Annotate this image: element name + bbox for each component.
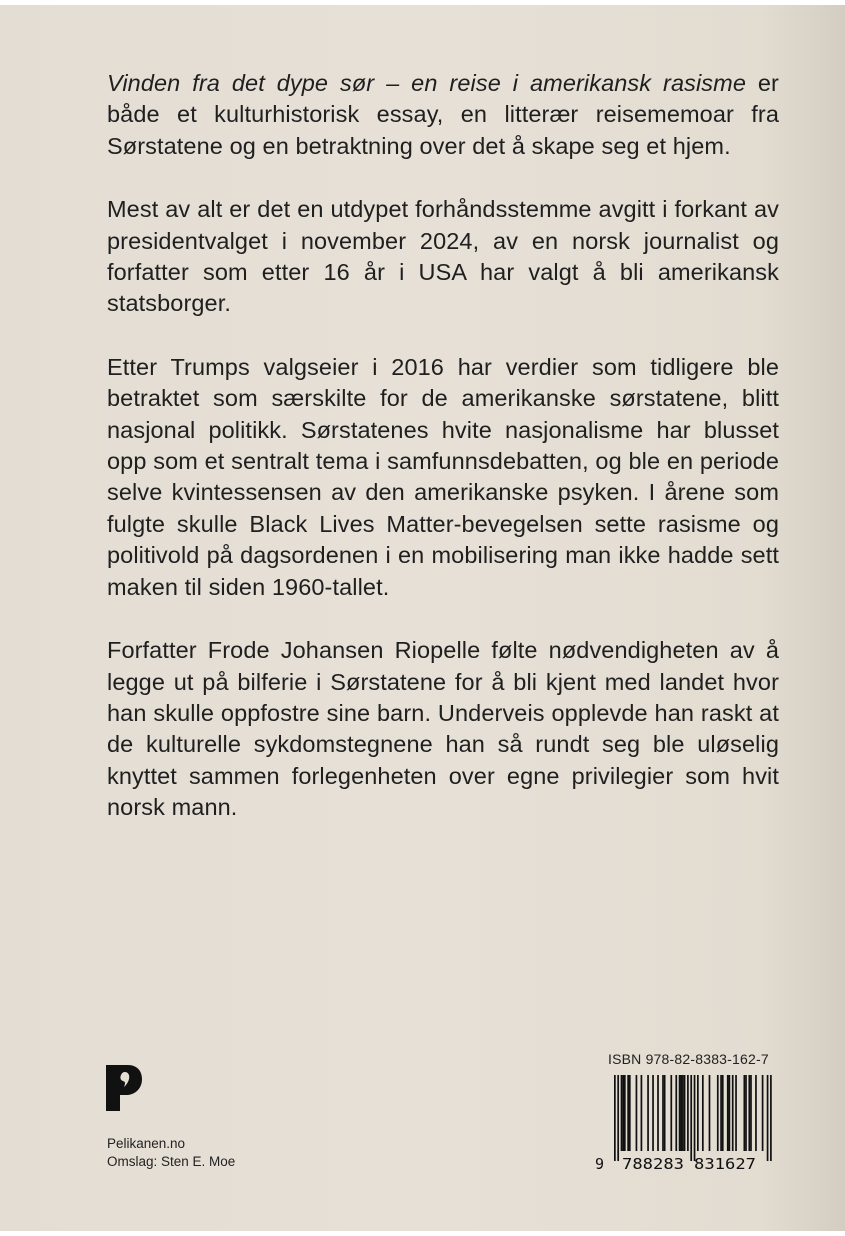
- barcode-bar: [627, 1075, 629, 1151]
- barcode-bar: [662, 1075, 664, 1151]
- publisher-info: [107, 1135, 235, 1171]
- blurb-paragraph-2: Mest av alt er det en utdypet forhåndsstemme avgitt i forkant av presidentvalget i november 2024, av en norsk journalist og forfatter som etter 16 år i USA har valgt å bli amerikansk statsborger.: [107, 196, 779, 317]
- back-cover: [0, 5, 845, 1231]
- barcode-bar: [767, 1075, 769, 1161]
- barcode-bar: [670, 1075, 672, 1151]
- barcode-left-digits: 788283: [622, 1155, 684, 1171]
- isbn-label: ISBN 978-82-8383-162-7: [608, 1051, 769, 1067]
- barcode-bar: [682, 1075, 684, 1151]
- barcode-bar: [690, 1075, 692, 1161]
- barcode-bar: [722, 1075, 724, 1151]
- barcode-bar: [745, 1075, 747, 1151]
- blurb-paragraph-1-text: er både et kulturhistorisk essay, en litterær reisememoar fra Sørstatene og en betraktning over det å skape seg et hjem.: [107, 70, 779, 159]
- cover-credit: Omslag: Sten E. Moe: [107, 1154, 236, 1169]
- barcode-bar: [624, 1075, 626, 1151]
- barcode-right-digits: 831627: [694, 1155, 756, 1171]
- barcode-bar: [622, 1075, 624, 1151]
- barcode-bar: [743, 1075, 745, 1151]
- barcode-bar: [617, 1075, 619, 1161]
- barcode-bar: [652, 1075, 654, 1151]
- barcode-bar: [732, 1075, 734, 1151]
- blurb-paragraph-4: Forfatter Frode Johansen Riopelle følte nødvendigheten av å legge ut på bilferie i Sørstatene for å bli kjent med landet hvor han skulle oppfostre sine barn. Underveis opplevde han raskt at de kulturelle sykdomstegnene han så rundt seg ble uløselig knyttet sammen forlegenheten over egne privilegier som hvit norsk mann.: [107, 637, 779, 821]
- barcode-bar: [770, 1075, 772, 1161]
- barcode-bar: [709, 1075, 711, 1151]
- barcode-bar: [641, 1075, 643, 1151]
- barcode-bar: [720, 1075, 722, 1151]
- barcode-bar: [664, 1075, 666, 1151]
- barcode-bar: [636, 1075, 638, 1151]
- barcode-bar: [614, 1075, 616, 1161]
- barcode-bar: [762, 1075, 764, 1151]
- barcode-bar: [647, 1075, 649, 1151]
- barcode-bar: [697, 1075, 699, 1151]
- barcode-bar: [727, 1075, 729, 1151]
- publisher-website: Pelikanen.no: [107, 1136, 186, 1151]
- pelikanen-logo-icon: [106, 1065, 142, 1111]
- barcode-bar: [694, 1075, 696, 1161]
- barcode-bar: [687, 1075, 689, 1151]
- blurb: [107, 68, 779, 856]
- barcode-bar: [702, 1075, 704, 1151]
- blurb-paragraph-3: Etter Trumps valgseier i 2016 har verdier som tidligere ble betraktet som særskilte for de amerikanske sørstatene, blitt nasjonal politikk. Sørstatenes hvite nasjonalisme har blusset opp som et sentralt tema i samfunnsdebatten, og ble en periode selve kvintessensen av den amerikanske psyken. I årene som fulgte skulle Black Lives Matter-bevegelsen sette rasisme og politivold på dagsordenen i en mobilisering man ikke hadde sett maken til siden 1960-tallet.: [107, 353, 779, 600]
- barcode-bar: [621, 1075, 623, 1151]
- barcode-bar: [657, 1075, 659, 1151]
- barcode-bar: [735, 1075, 737, 1151]
- barcode-first-digit: 9: [595, 1155, 605, 1171]
- barcode-bar: [675, 1075, 677, 1151]
- barcode-bar: [684, 1075, 686, 1151]
- blurb-paragraph-1: [107, 68, 779, 162]
- barcode-bar: [755, 1075, 757, 1151]
- barcode-bar: [717, 1075, 719, 1151]
- barcode: [594, 1075, 772, 1171]
- barcode-bar: [748, 1075, 750, 1151]
- barcode-bar: [679, 1075, 681, 1151]
- barcode-bar: [729, 1075, 731, 1151]
- barcode-bar: [680, 1075, 682, 1151]
- barcode-bar: [750, 1075, 752, 1151]
- book-title: Vinden fra det dype sør – en reise i amerikansk rasisme: [107, 70, 746, 96]
- barcode-bar: [629, 1075, 631, 1151]
- barcode-bars: [614, 1075, 772, 1161]
